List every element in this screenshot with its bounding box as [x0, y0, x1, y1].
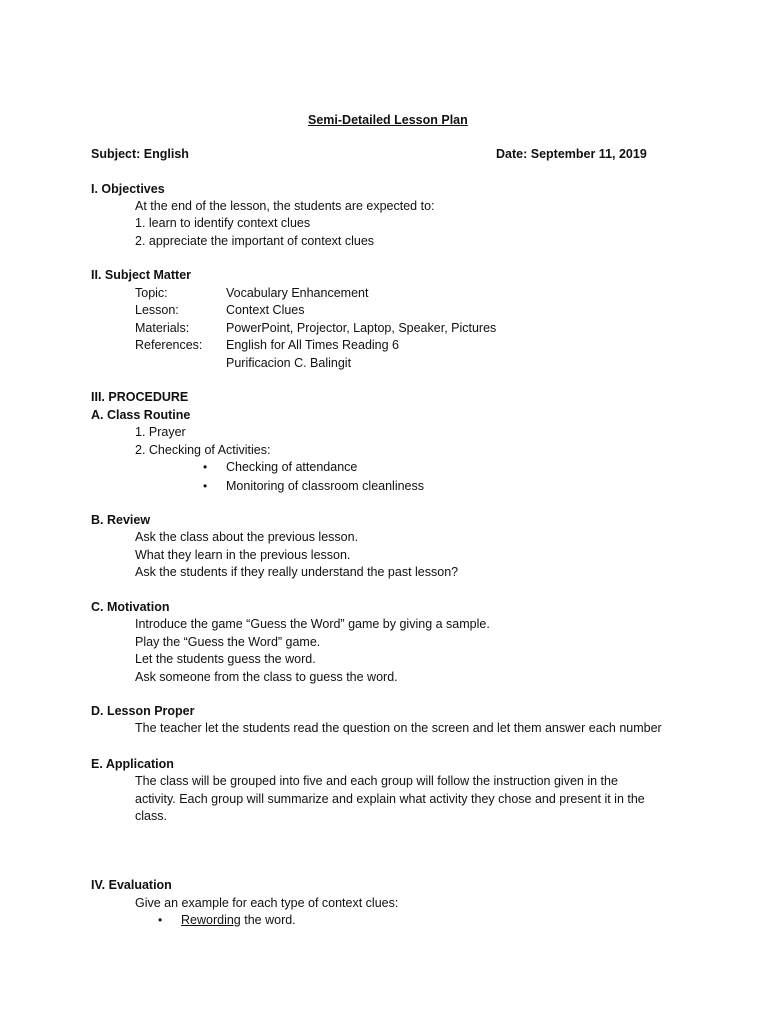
subject-line: Subject: English	[91, 147, 189, 161]
motivation-line: Play the “Guess the Word” game.	[135, 635, 321, 649]
subject-matter-label: Lesson:	[135, 303, 179, 317]
class-routine-heading: A. Class Routine	[91, 408, 191, 422]
motivation-line: Ask someone from the class to guess the word.	[135, 670, 398, 684]
evaluation-bullet	[181, 913, 296, 928]
review-line: Ask the students if they really understand the past lesson?	[135, 565, 459, 579]
subject-matter-label: Materials:	[135, 321, 190, 335]
objective-item: 1. learn to identify context clues	[135, 216, 311, 230]
objectives-heading: I. Objectives	[91, 182, 165, 196]
bullet-icon: •	[158, 913, 163, 927]
rewording-term: Rewording	[181, 913, 241, 927]
subject-matter-value: Context Clues	[226, 303, 305, 317]
evaluation-intro: Give an example for each type of context clues:	[135, 896, 399, 910]
procedure-heading: III. PROCEDURE	[91, 390, 189, 404]
subject-matter-value: Purificacion C. Balingit	[226, 356, 352, 370]
application-line: class.	[135, 809, 167, 823]
date-line: Date: September 11, 2019	[496, 147, 647, 161]
class-routine-item: 2. Checking of Activities:	[135, 443, 271, 457]
motivation-line: Let the students guess the word.	[135, 652, 316, 666]
review-line: Ask the class about the previous lesson.	[135, 530, 359, 544]
motivation-heading: C. Motivation	[91, 600, 170, 614]
class-routine-bullet: Checking of attendance	[226, 460, 358, 474]
class-routine-bullet: Monitoring of classroom cleanliness	[226, 479, 425, 493]
class-routine-item: 1. Prayer	[135, 425, 186, 439]
motivation-line: Introduce the game “Guess the Word” game by giving a sample.	[135, 617, 490, 631]
lesson-proper-heading: D. Lesson Proper	[91, 704, 195, 718]
bullet-icon: •	[203, 460, 208, 474]
review-line: What they learn in the previous lesson.	[135, 548, 351, 562]
objective-item: 2. appreciate the important of context clues	[135, 234, 375, 248]
subject-matter-value: Vocabulary Enhancement	[226, 286, 369, 300]
evaluation-bullet-rest: the word.	[240, 913, 296, 927]
application-line: The class will be grouped into five and each group will follow the instruction given in the	[135, 774, 618, 788]
review-heading: B. Review	[91, 513, 151, 527]
subject-matter-value: English for All Times Reading 6	[226, 338, 400, 352]
subject-matter-label: Topic:	[135, 286, 168, 300]
lesson-proper-line: The teacher let the students read the question on the screen and let them answer each number	[135, 721, 662, 735]
application-heading: E. Application	[91, 757, 174, 771]
document-title: Semi-Detailed Lesson Plan	[308, 113, 468, 127]
objectives-intro: At the end of the lesson, the students are expected to:	[135, 199, 435, 213]
subject-matter-value: PowerPoint, Projector, Laptop, Speaker, Pictures	[226, 321, 497, 335]
subject-matter-label: References:	[135, 338, 203, 352]
application-line: activity. Each group will summarize and explain what activity they chose and present it in the	[135, 792, 645, 806]
evaluation-heading: IV. Evaluation	[91, 878, 172, 892]
bullet-icon: •	[203, 479, 208, 493]
subject-matter-heading: II. Subject Matter	[91, 268, 192, 282]
